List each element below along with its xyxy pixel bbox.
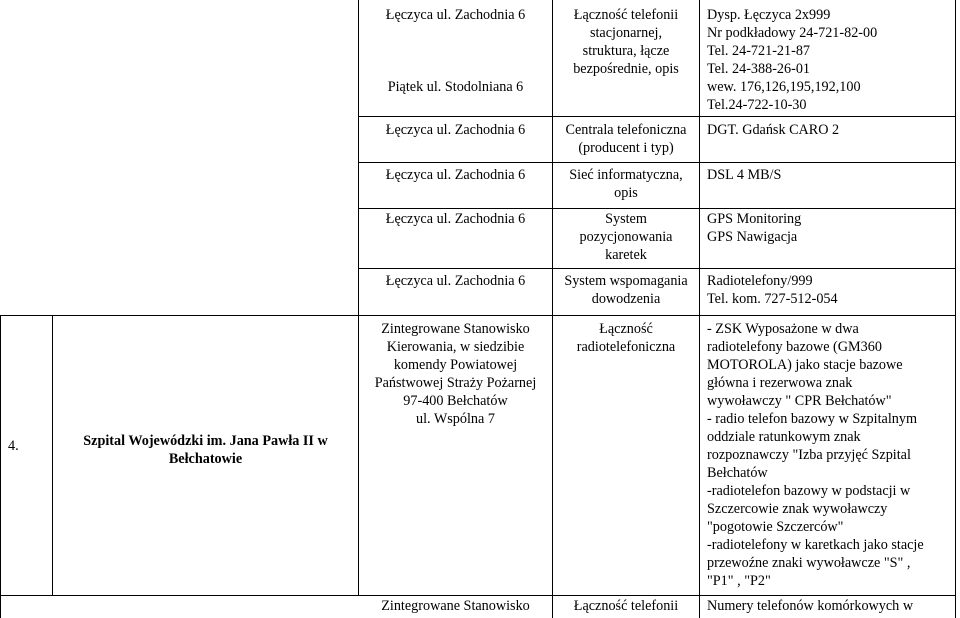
details-cell: - ZSK Wyposażone w dwa radiotelefony bazowe (GM360 MOTOROLA) jako stacje bazowe główna i rezerwowa znak wywoławczy " CPR Bełchatów" - radio telefon bazowy w Szpitalnym oddziale ratunkowym znak rozpoznawczy "Izba przyjęć Szpital Bełchatów -radiotelefon bazowy w podstacji w Szczercowie znak wywoławczy "pogotowie Szczerców" -radiotelefony w karetkach jako stacje przewoźne znaki wywoławcze "S" , "P1" , "P2" (707, 321, 924, 589)
category-cell: Łączność radiotelefoniczna (576, 321, 676, 355)
row-number: 4. (8, 438, 19, 454)
location-cell: Łęczyca ul. Zachodnia 6 (385, 167, 526, 183)
details-cell: GPS Monitoring GPS Nawigacja (707, 211, 802, 245)
institution-name (53, 432, 358, 468)
category-cell: Łączność telefonii (573, 598, 679, 614)
location-cell: Zintegrowane Stanowisko Kierowania, w siedzibie komendy Powiatowej Państwowej Straży Pożarnej 97-400 Bełchatów ul. Wspólna 7 (374, 321, 537, 427)
details-cell: Dysp. Łęczyca 2x999 Nr podkładowy 24-721-82-00 Tel. 24-721-21-87 Tel. 24-388-26-01 wew. 176,126,195,192,100 Tel.24-722-10-30 (707, 7, 878, 113)
institution-name-line: Bełchatowie (168, 451, 243, 467)
col-divider-3 (552, 0, 553, 618)
details-cell: Radiotelefony/999 Tel. kom. 727-512-054 (707, 273, 838, 307)
row-divider (358, 208, 956, 209)
row-divider (358, 162, 956, 163)
details-cell: DGT. Gdańsk CARO 2 (707, 122, 840, 138)
location-cell: Zintegrowane Stanowisko (381, 598, 530, 614)
category-cell: System wspomagania dowodzenia (564, 273, 688, 307)
details-cell: DSL 4 MB/S (707, 167, 782, 183)
row-divider (358, 268, 956, 269)
category-cell: System pozycjonowania karetek (579, 211, 673, 263)
location-cell: Łęczyca ul. Zachodnia 6 (385, 211, 526, 227)
category-cell: Centrala telefoniczna (producent i typ) (565, 122, 687, 156)
row-divider (0, 595, 956, 596)
details-cell: Numery telefonów komórkowych w (707, 598, 914, 614)
row-divider (0, 315, 956, 316)
table-border-left (0, 315, 1, 618)
table-border-right (955, 0, 956, 618)
col-divider-4 (699, 0, 700, 618)
institution-name-line: Szpital Wojewódzki im. Jana Pawła II w (83, 433, 328, 449)
location-cell: Łęczyca ul. Zachodnia 6 Piątek ul. Stodolniana 6 (385, 7, 526, 95)
row-divider (358, 116, 956, 117)
category-cell: Sieć informatyczna, opis (569, 167, 683, 201)
location-cell: Łęczyca ul. Zachodnia 6 (385, 273, 526, 289)
category-cell: Łączność telefonii stacjonarnej, struktura, łącze bezpośrednie, opis (573, 7, 679, 77)
location-cell: Łęczyca ul. Zachodnia 6 (385, 122, 526, 138)
